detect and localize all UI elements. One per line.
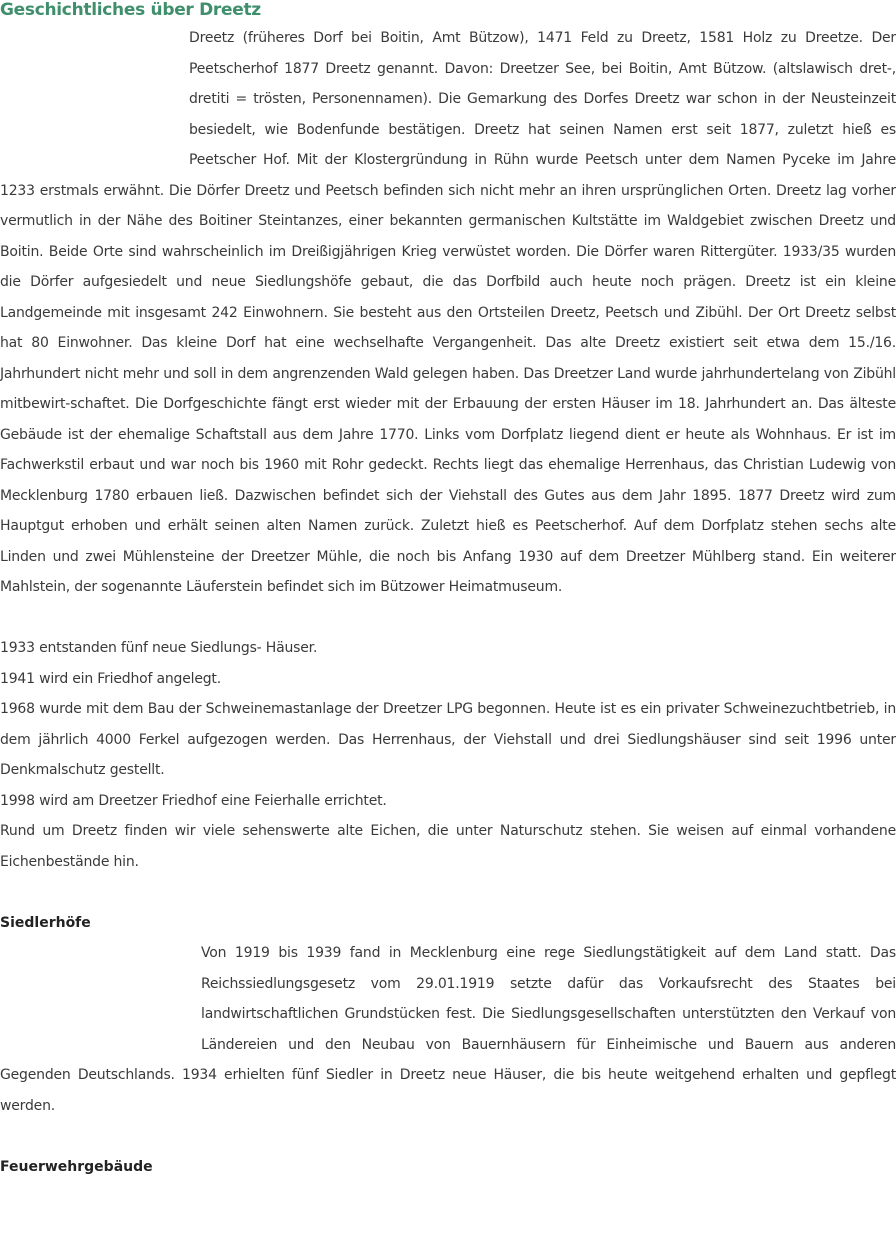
image-placeholder-1 (0, 23, 189, 175)
intro-section (0, 23, 896, 603)
timeline-entry: 1968 wurde mit dem Bau der Schweinemastanlage der Dreetzer LPG begonnen. Heute ist es ein privater Schweinezuchtbetrieb, in dem jährlich 4000 Ferkel aufgezogen werden. Das Herrenhaus, der Viehstall und drei Siedlungshäuser sind seit 1996 unter Denkmalschutz gestellt. (0, 701, 896, 778)
image-placeholder-2 (0, 938, 201, 1060)
section-heading-feuerwehr: Feuerwehrgebäude (0, 1158, 153, 1175)
siedlerhoefe-paragraph: Von 1919 bis 1939 fand in Mecklenburg eine rege Siedlungstätigkeit auf dem Land statt. Das Reichssiedlungsgesetz vom 29.01.1919 setzte dafür das Vorkaufsrecht des Staates bei landwirtschaftlichen Grundstücken fest. Die Siedlungsgesellschaften unterstützten den Verkauf von Ländereien und den Neubau von Bauernhäusern für Einheimische und Bauern aus anderen Gegenden Deutschlands. 1934 erhielten fünf Siedler in Dreetz neue Häuser, die bis heute weitgehend erhalten und gepflegt werden. (0, 945, 896, 1114)
siedlerhoefe-section (0, 908, 896, 1122)
timeline-entry: 1998 wird am Dreetzer Friedhof eine Feierhalle errichtet. (0, 792, 387, 809)
spacer (0, 603, 896, 634)
page-title: Geschichtliches über Dreetz (0, 0, 261, 20)
timeline-entry: 1933 entstanden fünf neue Siedlungs- Häuser. (0, 640, 318, 656)
spacer (0, 877, 896, 908)
timeline-section (0, 633, 896, 877)
section-heading-siedlerhoefe: Siedlerhöfe (0, 914, 91, 931)
spacer (0, 1121, 896, 1152)
timeline-entry: Rund um Dreetz finden wir viele sehenswerte alte Eichen, die unter Naturschutz stehen. Sie weisen auf einmal vorhandene Eichenbestände hin. (0, 823, 896, 870)
timeline-entry: 1941 wird ein Friedhof angelegt. (0, 670, 221, 687)
intro-paragraph: Dreetz (früheres Dorf bei Boitin, Amt Bützow), 1471 Feld zu Dreetz, 1581 Holz zu Dreetze. Der Peetscherhof 1877 Dreetz genannt. Davon: Dreetzer See, bei Boitin, Amt Bützow. (altslawisch dret-, dretiti = trösten, Personennamen). Die Gemarkung des Dorfes Dreetz war schon in der Neusteinzeit besiedelt, wie Bodenfunde bestätigen. Dreetz hat seinen Namen erst seit 1877, zuletzt hieß es Peetscher Hof. Mit der Klostergründung in Rühn wurde Peetsch unter dem Namen Pyceke im Jahre 1233 erstmals erwähnt. Die Dörfer Dreetz und Peetsch befinden sich nicht mehr an ihren ursprünglichen Orten. Dreetz lag vorher vermutlich in der Nähe des Boitiner Steintanzes, einer bekannten germanischen Kultstätte im Waldgebiet zwischen Dreetz und Boitin. Beide Orte sind wahrscheinlich im Dreißigjährigen Krieg verwüstet worden. Die Dörfer waren Rittergüter. 1933/35 wurden die Dörfer aufgesiedelt und neue Siedlungshöfe gebaut, die das Dorfbild auch heute noch prägen. Dreetz ist ein kleine Landgemeinde mit insgesamt 242 Einwohnern. Sie besteht aus den Ortsteilen Dreetz, Peetsch und Zibühl. Der Ort Dreetz selbst hat 80 Einwohner. Das kleine Dorf hat eine wechselhafte Vergangenheit. Das alte Dreetz existiert seit etwa dem 15./16. Jahrhundert nicht mehr und soll in dem angrenzenden Wald gelegen haben. Das Dreetzer Land wurde jahrhundertelang von Zibühl mitbewirt-schaftet. Die Dorfgeschichte fängt erst wieder mit der Erbauung der ersten Häuser im 18. Jahrhundert an. Das älteste Gebäude ist der ehemalige Schaftstall aus dem Jahre 1770. Links vom Dorfplatz liegend dient er heute als Wohnhaus. Er ist im Fachwerkstil erbaut und war noch bis 1960 mit Rohr gedeckt. Rechts liegt das ehemalige Herrenhaus, das Christian Ludewig von Mecklenburg 1780 erbauen ließ. Dazwischen befindet sich der Viehstall des Gutes aus dem Jahr 1895. 1877 Dreetz wird zum Hauptgut erhoben und erhält seinen alten Namen zurück. Zuletzt hieß es Peetscherhof. Auf dem Dorfplatz stehen sechs alte Linden und zwei Mühlensteine der Dreetzer Mühle, die noch bis Anfang 1930 auf dem Dreetzer Mühlberg stand. Ein weiterer Mahlstein, der sogenannte Läuferstein befindet sich im Bützower Heimatmuseum. (0, 30, 896, 595)
